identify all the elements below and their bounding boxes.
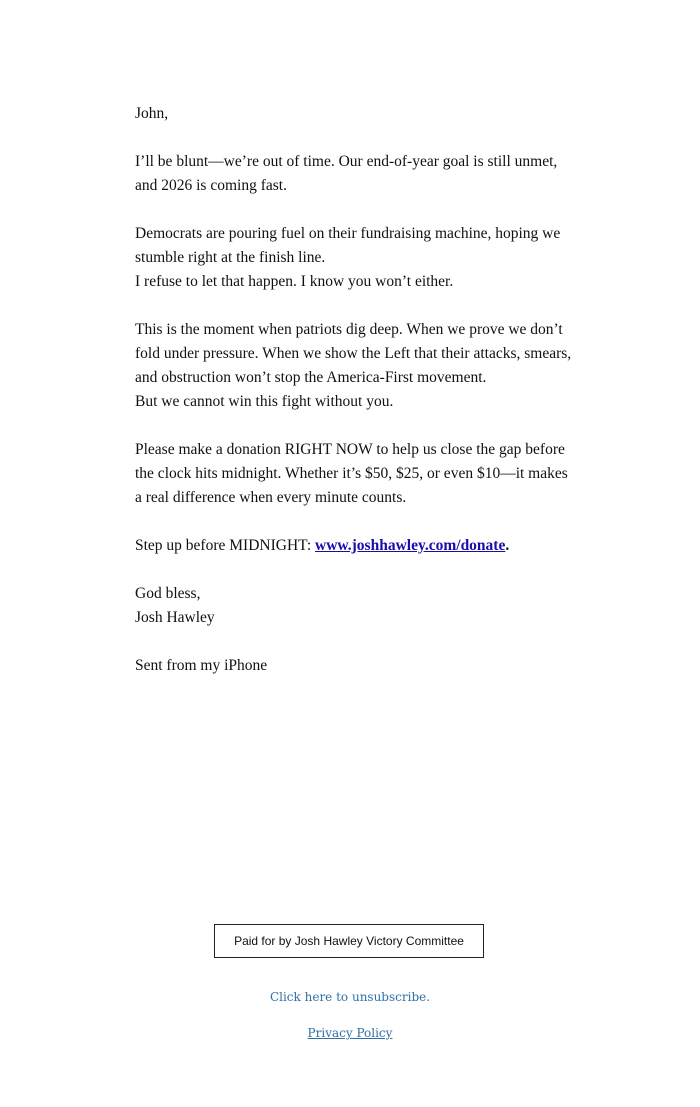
paragraph-line: This is the moment when patriots dig deep. When we prove we don’t fold under pressure. When we show the Left that their attacks, smears, and obstruction won’t stop the America-First movement. (135, 321, 572, 386)
greeting: John, (135, 105, 169, 122)
unsubscribe-link[interactable]: Click here to unsubscribe. (269, 990, 431, 1004)
paragraph-patriots (135, 318, 575, 414)
privacy-policy-link[interactable]: Privacy Policy (307, 1026, 393, 1040)
paragraph-line: But we cannot win this fight without you. (135, 393, 394, 410)
privacy-policy-container (0, 1026, 700, 1040)
signoff: God bless, (135, 585, 201, 602)
paragraph-donation-ask: Please make a donation RIGHT NOW to help us close the gap before the clock hits midnight. Whether it’s $50, $25, or even $10—it makes a real difference when every minute counts. (135, 441, 568, 506)
signature: Josh Hawley (135, 609, 215, 626)
signoff-block (135, 582, 575, 630)
paragraph-line: Democrats are pouring fuel on their fundraising machine, hoping we stumble right at the finish line. (135, 225, 561, 266)
paragraph-democrats (135, 222, 575, 294)
donate-link[interactable]: www.joshhawley.com/donate (315, 537, 506, 554)
paid-for-disclaimer: Paid for by Josh Hawley Victory Committee (214, 924, 484, 958)
sent-from: Sent from my iPhone (135, 657, 268, 674)
cta-prefix: Step up before MIDNIGHT: (135, 537, 312, 554)
cta-suffix: . (505, 537, 510, 554)
call-to-action (135, 534, 575, 558)
paragraph-line: I refuse to let that happen. I know you won’t either. (135, 273, 454, 290)
paragraph-deadline: I’ll be blunt—we’re out of time. Our end-of-year goal is still unmet, and 2026 is coming fast. (135, 153, 558, 194)
email-body (135, 102, 575, 702)
